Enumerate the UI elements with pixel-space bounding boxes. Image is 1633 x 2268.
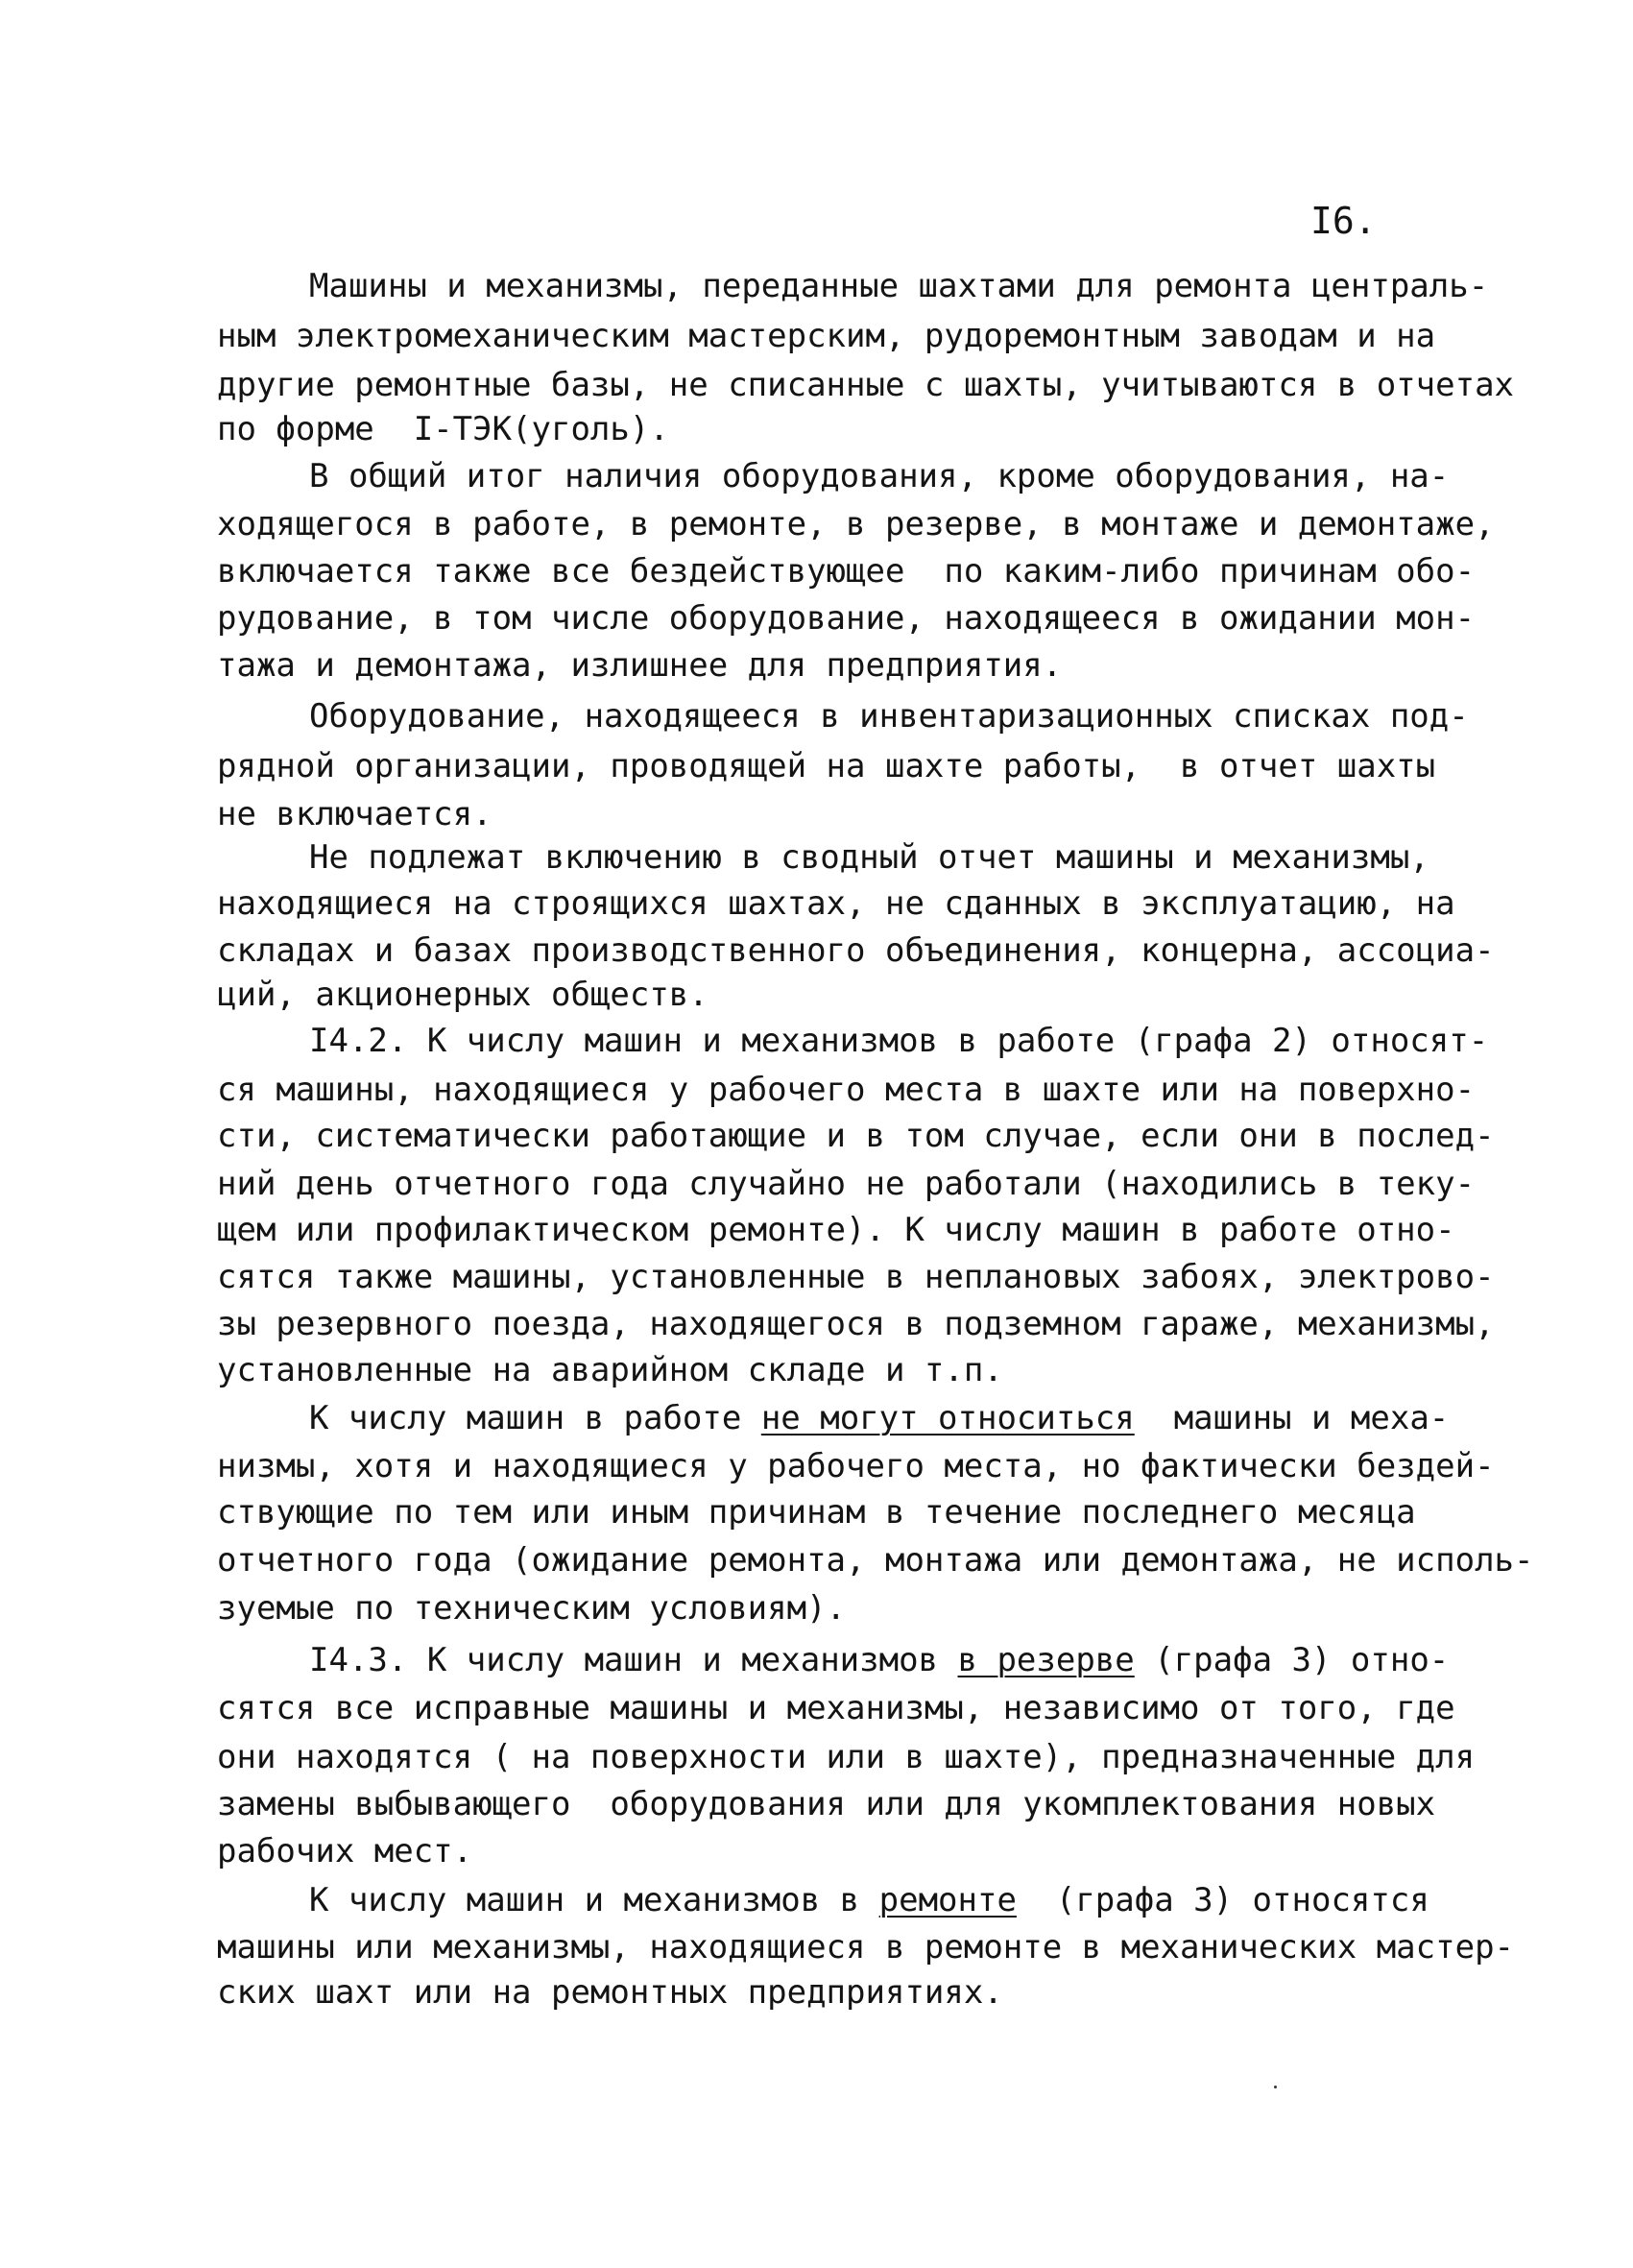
text-line: сятся также машины, установленные в неплановых забоях, электрово- (217, 1258, 1495, 1296)
text-line: рядной организации, проводящей на шахте работы, в отчет шахты (217, 747, 1436, 785)
text-line: рудование, в том числе оборудование, находящееся в ожидании мон- (217, 599, 1476, 638)
text-line: зуемые по техническим условиям). (217, 1589, 847, 1628)
text-line: зы резервного поезда, находящегося в подземном гараже, механизмы, (217, 1305, 1495, 1343)
text-line: отчетного года (ожидание ремонта, монтажа или демонтажа, не исполь- (217, 1541, 1534, 1580)
text-span: (графа 3) отно- (1134, 1641, 1450, 1679)
underlined-term: ремонте (878, 1881, 1017, 1919)
text-line: замены выбывающего оборудования или для укомплектования новых (217, 1785, 1436, 1823)
text-line: щем или профилактическом ремонте). К числу машин в работе отно- (217, 1211, 1455, 1249)
text-line: другие ремонтные базы, не списанные с шахты, учитываются в отчетах (217, 366, 1515, 404)
text-line (309, 1881, 1429, 1919)
text-span: (графа 3) относятся (1016, 1881, 1429, 1919)
text-line: ний день отчетного года случайно не работали (находились в теку- (217, 1165, 1476, 1203)
text-line: включается также все бездействующее по каким-либо причинам обо- (217, 552, 1476, 591)
text-line: не включается. (217, 795, 492, 833)
text-span: К числу машин и механизмов в (309, 1881, 879, 1919)
scan-speck (1274, 2086, 1277, 2088)
text-line: находящиеся на строящихся шахтах, не сданных в эксплуатацию, на (217, 884, 1455, 923)
text-line: тажа и демонтажа, излишнее для предприятия. (217, 646, 1063, 685)
text-line: Машины и механизмы, переданные шахтами для ремонта централь- (309, 267, 1489, 305)
text-line: установленные на аварийном складе и т.п. (217, 1351, 1003, 1389)
text-line: ствующие по тем или иным причинам в течение последнего месяца (217, 1493, 1416, 1532)
text-line: I4.2. К числу машин и механизмов в работе (графа 2) относят- (309, 1022, 1489, 1060)
text-span: К числу машин в работе (309, 1399, 761, 1437)
text-line: низмы, хотя и находящиеся у рабочего места, но фактически бездей- (217, 1447, 1495, 1485)
text-line: ходящегося в работе, в ремонте, в резерве, в монтаже и демонтаже, (217, 505, 1495, 543)
text-line: складах и базах производственного объединения, концерна, ассоциа- (217, 931, 1495, 970)
underlined-term: в резерве (957, 1641, 1135, 1679)
underlined-term: не могут относиться (760, 1399, 1135, 1437)
text-line: ся машины, находящиеся у рабочего места в шахте или на поверхно- (217, 1071, 1476, 1109)
text-line: ских шахт или на ремонтных предприятиях. (217, 1973, 1003, 2012)
text-line: они находятся ( на поверхности или в шахте), предназначенные для (217, 1738, 1476, 1776)
text-line: Не подлежат включению в сводный отчет машины и механизмы, (309, 838, 1429, 877)
text-line: В общий итог наличия оборудования, кроме оборудования, на- (309, 457, 1450, 495)
text-line: по форме I-ТЭК(уголь). (217, 410, 669, 448)
text-line: сти, систематически работающие и в том случае, если они в послед- (217, 1117, 1495, 1155)
text-line: ций, акционерных обществ. (217, 976, 708, 1014)
text-line (309, 1399, 1450, 1437)
text-line: сятся все исправные машины и механизмы, независимо от того, где (217, 1689, 1455, 1727)
text-line (309, 1641, 1450, 1679)
text-line: рабочих мест. (217, 1832, 473, 1870)
text-span: I4.3. К числу машин и механизмов (309, 1641, 958, 1679)
page-number: I6. (1310, 200, 1377, 242)
text-span: машины и меха- (1134, 1399, 1450, 1437)
text-line: ным электромеханическим мастерским, рудоремонтным заводам и на (217, 317, 1436, 355)
text-line: Оборудование, находящееся в инвентаризационных списках под- (309, 697, 1469, 736)
text-line: машины или механизмы, находящиеся в ремонте в механических мастер- (217, 1928, 1515, 1966)
